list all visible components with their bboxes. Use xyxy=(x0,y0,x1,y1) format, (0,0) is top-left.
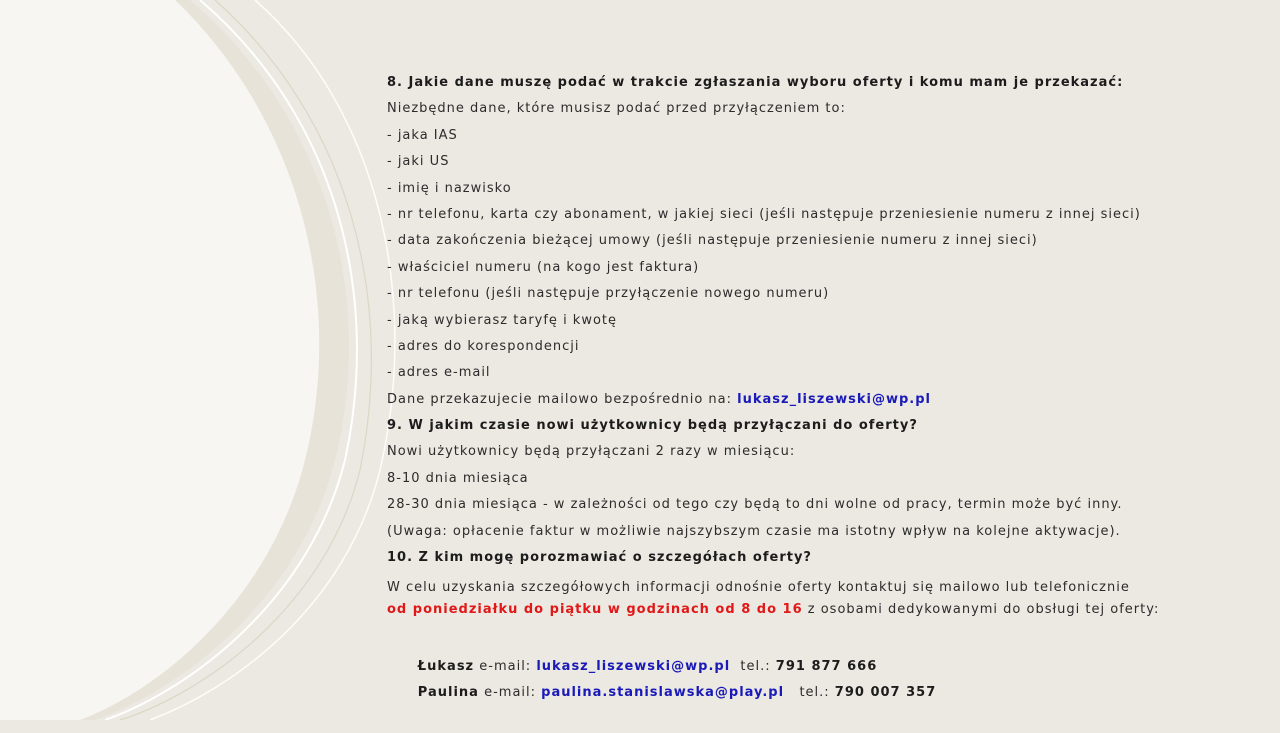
list-item: - jaką wybierasz taryfę i kwotę xyxy=(387,312,618,328)
email-label: e-mail: xyxy=(474,658,537,674)
list-item: - jaka IAS xyxy=(387,127,458,143)
email-link-lukasz[interactable]: lukasz_liszewski@wp.pl xyxy=(737,391,931,407)
list-item: - adres do korespondencji xyxy=(387,338,580,354)
contact-paragraph xyxy=(387,577,1267,621)
list-item: - właściciel numeru (na kogo jest faktura) xyxy=(387,259,700,275)
email-label: e-mail: xyxy=(478,685,542,701)
working-hours-highlight: od poniedziałku do piątku w godzinach od 8 do 16 xyxy=(387,602,803,618)
contact-email-link[interactable]: lukasz_liszewski@wp.pl xyxy=(536,658,731,674)
contact-phone: 791 877 666 xyxy=(775,658,878,674)
section-8-heading: 8. Jakie dane muszę podać w trakcie zgłaszania wyboru oferty i komu mam je przekazać: xyxy=(387,75,1124,90)
contact-paragraph-line: W celu uzyskania szczegółowych informacji odnośnie oferty kontaktuj się mailowo lub telefonicznie xyxy=(387,580,1130,596)
list-item: - nr telefonu (jeśli następuje przyłączenie nowego numeru) xyxy=(387,286,830,302)
section-10-heading: 10. Z kim mogę porozmawiać o szczegółach oferty? xyxy=(387,550,812,566)
contact-phone: 790 007 357 xyxy=(834,685,937,701)
contact-paragraph-rest: z osobami dedykowanymi do obsługi tej oferty: xyxy=(802,602,1160,618)
send-data-text: Dane przekazujecie mailowo bezpośrednio na: xyxy=(387,391,738,407)
required-data-list xyxy=(387,123,1267,387)
section-9-line: Nowi użytkownicy będą przyłączani 2 razy w miesiącu: xyxy=(387,444,796,460)
list-item: - imię i nazwisko xyxy=(387,180,512,196)
section-9-heading: 9. W jakim czasie nowi użytkownicy będą przyłączani do oferty? xyxy=(387,418,918,434)
faq-content xyxy=(387,70,1267,701)
contact-email-link[interactable]: paulina.stanislawska@play.pl xyxy=(541,685,785,701)
send-data-line xyxy=(387,387,1267,413)
list-item: - jaki US xyxy=(387,154,450,170)
section-8-intro: Niezbędne dane, które musisz podać przed przyłączeniem to: xyxy=(387,101,846,117)
section-9-line: 8-10 dnia miesiąca xyxy=(387,470,529,486)
list-item: - adres e-mail xyxy=(387,365,491,381)
contacts-list xyxy=(387,627,1267,701)
contact-name: Łukasz xyxy=(417,658,475,674)
contact-row xyxy=(387,627,1267,674)
list-item: - nr telefonu, karta czy abonament, w jakiej sieci (jeśli następuje przeniesienie numeru z innej sieci) xyxy=(387,206,1141,222)
tel-label: tel.: xyxy=(784,685,835,701)
contact-paragraph-line xyxy=(387,599,1267,621)
list-item: - data zakończenia bieżącej umowy (jeśli następuje przeniesienie numeru z innej sieci) xyxy=(387,233,1038,249)
contact-name: Paulina xyxy=(417,685,479,701)
section-9-line: 28-30 dnia miesiąca - w zależności od tego czy będą to dni wolne od pracy, termin może być inny. xyxy=(387,497,1123,513)
section-9-note: (Uwaga: opłacenie faktur w możliwie najszybszym czasie ma istotny wpływ na kolejne aktywacje). xyxy=(387,523,1121,539)
tel-label: tel.: xyxy=(730,658,776,674)
